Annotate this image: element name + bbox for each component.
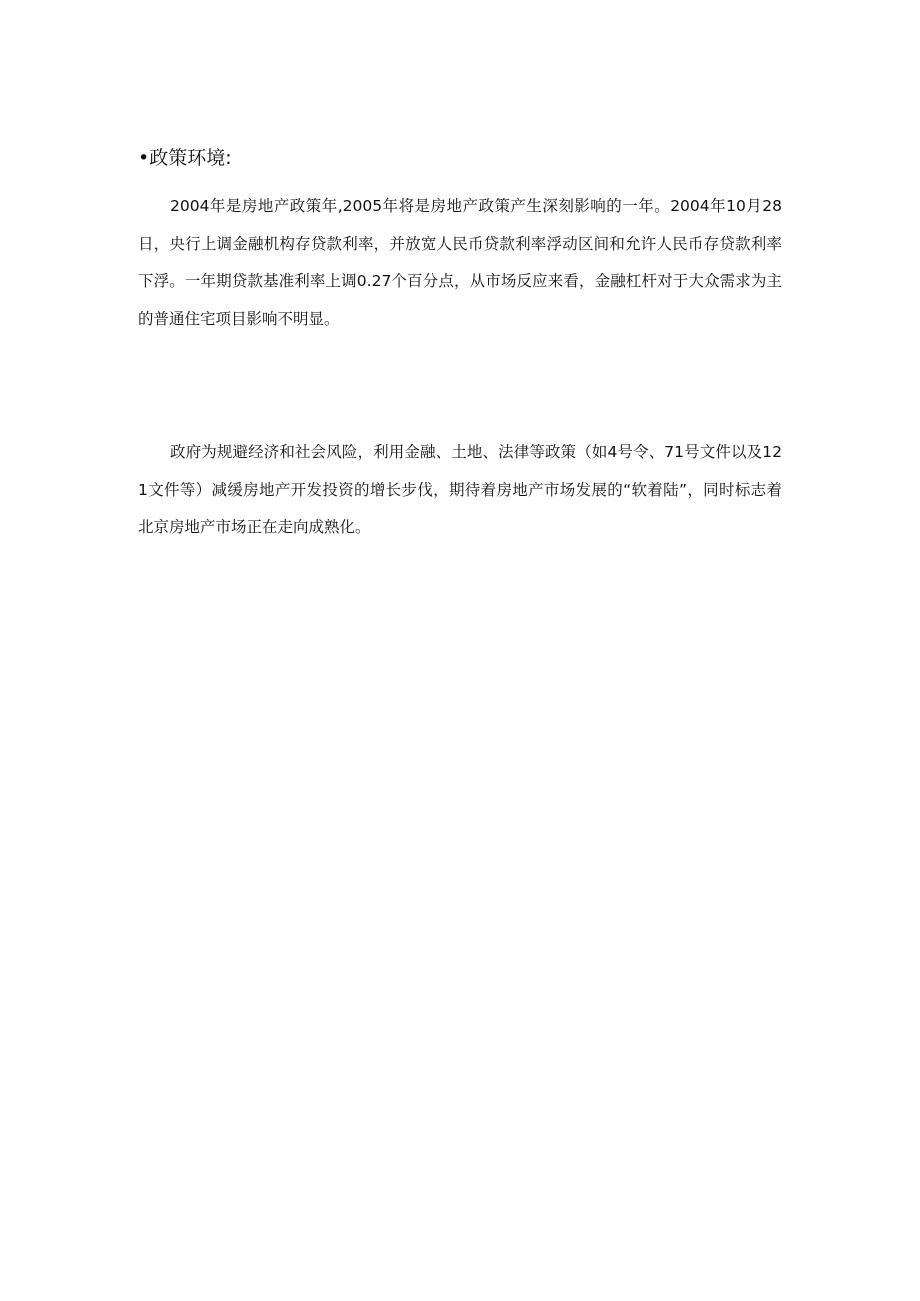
paragraph-policy-2004: 2004年是房地产政策年,2005年将是房地产政策产生深刻影响的一年。2004年10月28日，央行上调金融机构存贷款利率，并放宽人民币贷款利率浮动区间和允许人民币存贷款利率下浮。一年期贷款基准利率上调0.27个百分点，从市场反应来看，金融杠杆对于大众需求为主的普通住宅项目影响不明显。 — [138, 197, 782, 328]
section-heading: •政策环境: — [138, 147, 232, 169]
paragraph-government-policy: 政府为规避经济和社会风险，利用金融、土地、法律等政策（如4号令、71号文件以及121文件等）减缓房地产开发投资的增长步伐，期待着房地产市场发展的“软着陆”，同时标志着北京房地产市场正在走向成熟化。 — [138, 443, 782, 536]
